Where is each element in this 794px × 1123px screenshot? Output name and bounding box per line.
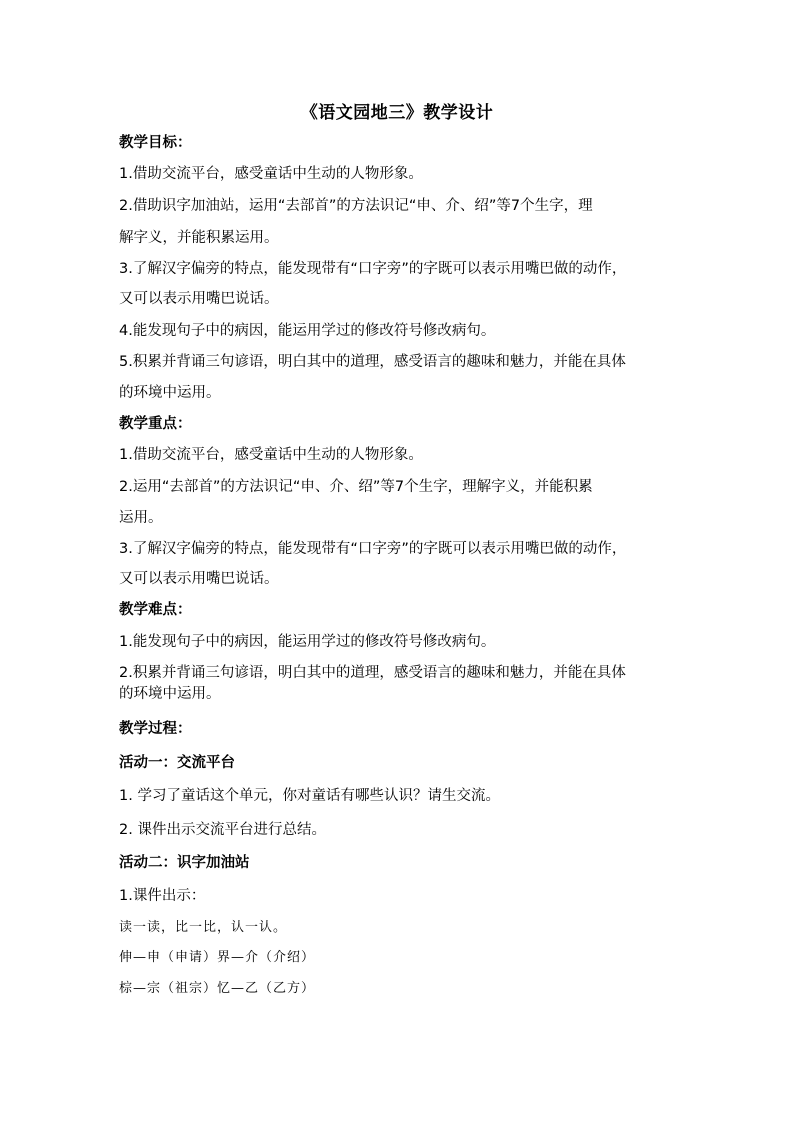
section-heading-key-points: 教学重点： xyxy=(119,416,192,432)
activity-heading-2: 活动二：识字加油站 xyxy=(119,855,250,871)
paragraph-line: 的环境中运用。 xyxy=(119,686,221,702)
paragraph-line: 解字义，并能积累运用。 xyxy=(119,230,279,246)
paragraph-line: 4.能发现句子中的病因，能运用学过的修改符号修改病句。 xyxy=(119,323,496,339)
paragraph-line: 又可以表示用嘴巴说话。 xyxy=(119,291,279,307)
section-heading-difficulties: 教学难点： xyxy=(119,602,192,618)
paragraph-line: 的环境中运用。 xyxy=(119,385,221,401)
paragraph-line: 棕—宗（祖宗）忆—乙（乙方） xyxy=(119,981,316,996)
paragraph-line: 伸—申（申请）界—介（介绍） xyxy=(119,950,316,965)
paragraph-line: 运用。 xyxy=(119,510,163,526)
paragraph-line: 2.借助识字加油站，运用“去部首”的方法识记“申、介、绍”等7个生字，理 xyxy=(119,198,593,214)
paragraph-line: 2.运用“去部首”的方法识记“申、介、绍”等7个生字，理解字义，并能积累 xyxy=(119,479,593,495)
paragraph-line: 1.借助交流平台，感受童话中生动的人物形象。 xyxy=(119,447,423,463)
section-heading-objectives: 教学目标： xyxy=(119,135,192,151)
activity-heading-1: 活动一：交流平台 xyxy=(119,755,235,771)
document-title: 《语文园地三》教学设计 xyxy=(300,103,494,123)
paragraph-line: 1.课件出示： xyxy=(119,888,206,904)
paragraph-line: 1. 学习了童话这个单元，你对童话有哪些认识？请生交流。 xyxy=(119,788,500,804)
paragraph-line: 读一读，比一比，认一认。 xyxy=(119,920,288,935)
paragraph-line: 2.积累并背诵三句谚语，明白其中的道理，感受语言的趣味和魅力，并能在具体 xyxy=(119,665,626,681)
section-heading-process: 教学过程： xyxy=(119,721,192,737)
paragraph-line: 又可以表示用嘴巴说话。 xyxy=(119,571,279,587)
paragraph-line: 1.能发现句子中的病因，能运用学过的修改符号修改病句。 xyxy=(119,634,496,650)
paragraph-line: 3.了解汉字偏旁的特点，能发现带有“口字旁”的字既可以表示用嘴巴做的动作， xyxy=(119,541,627,557)
paragraph-line: 1.借助交流平台，感受童话中生动的人物形象。 xyxy=(119,166,423,182)
paragraph-line: 2. 课件出示交流平台进行总结。 xyxy=(119,822,326,838)
paragraph-line: 5.积累并背诵三句谚语，明白其中的道理，感受语言的趣味和魅力，并能在具体 xyxy=(119,354,626,370)
paragraph-line: 3.了解汉字偏旁的特点，能发现带有“口字旁”的字既可以表示用嘴巴做的动作， xyxy=(119,261,627,277)
